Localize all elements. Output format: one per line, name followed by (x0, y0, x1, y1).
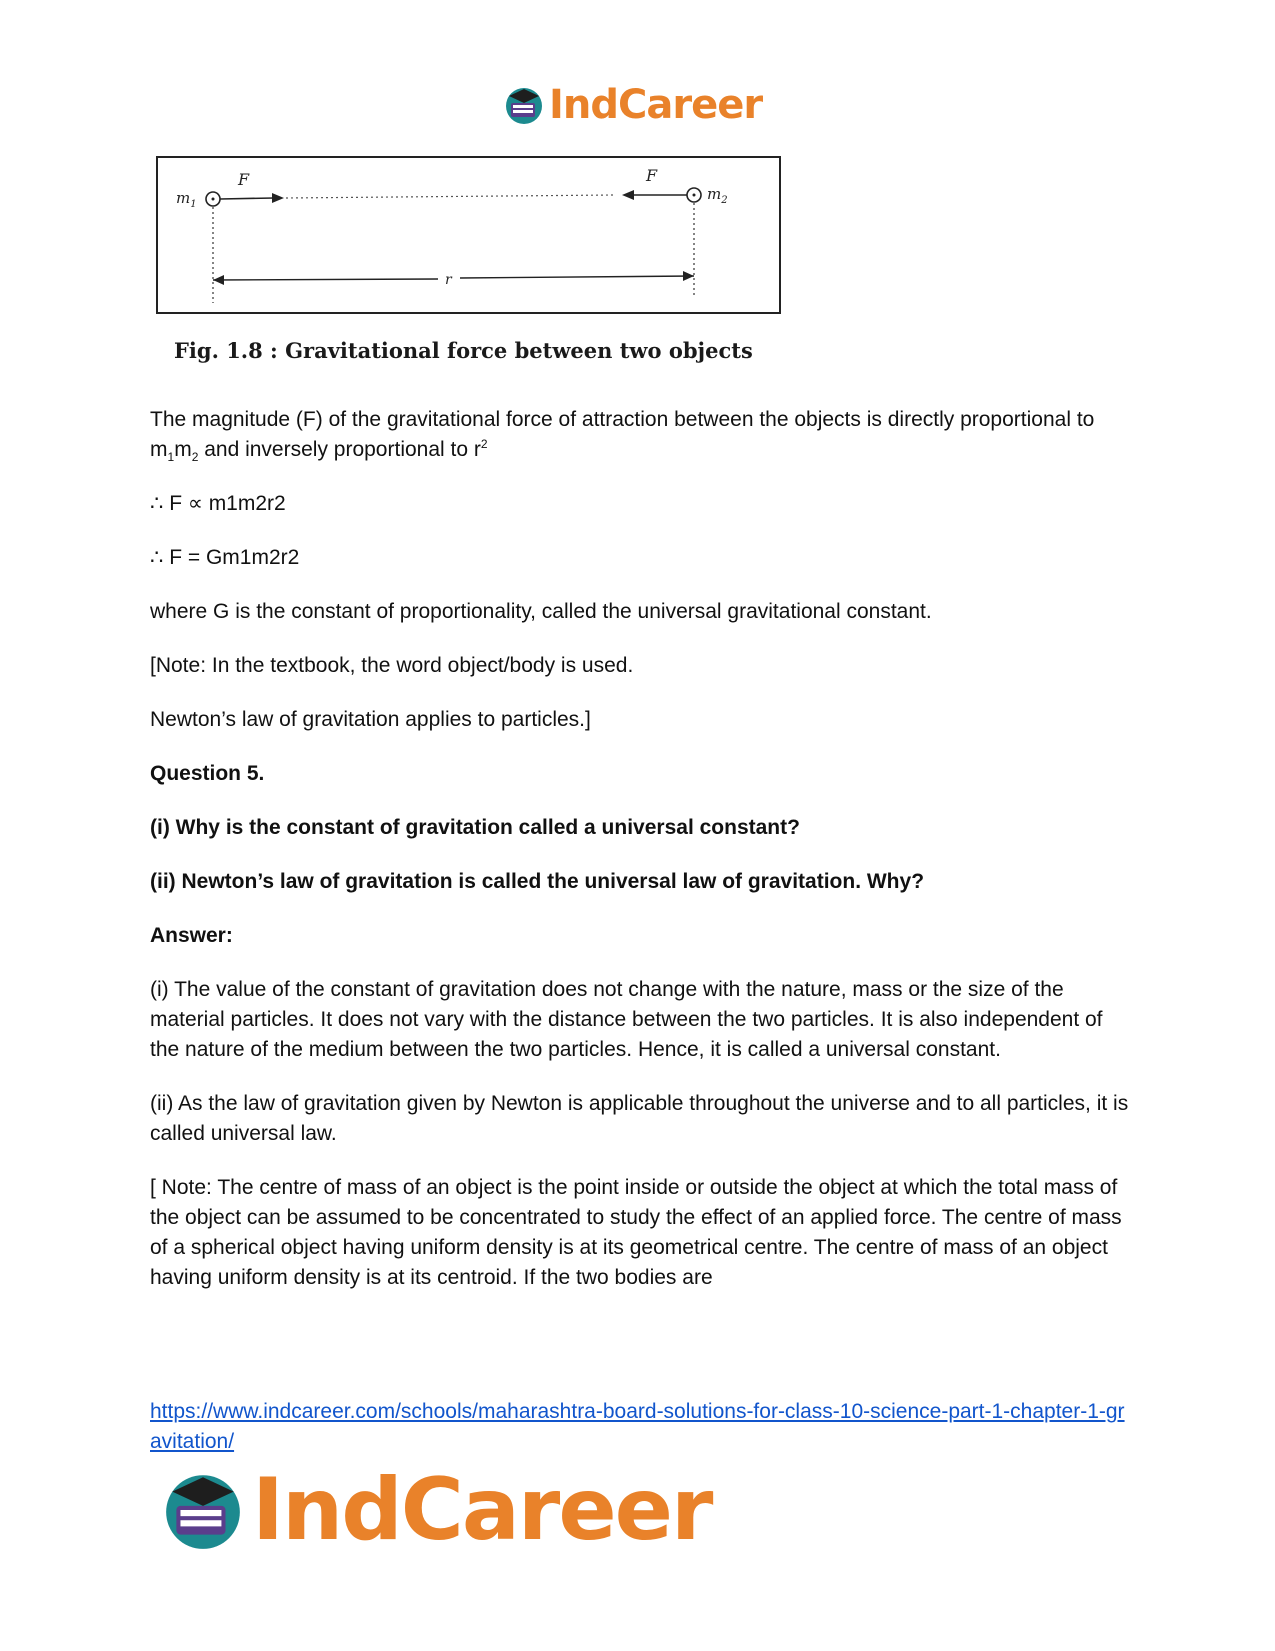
label-m2: $m_2$ (707, 185, 728, 206)
paragraph-note-end: Newton’s law of gravitation applies to particles.] (150, 708, 591, 731)
label-force-left: F (238, 170, 250, 189)
paragraph-note-start: [Note: In the textbook, the word object/body is used. (150, 654, 634, 677)
arrow-force-left (272, 193, 284, 203)
equation-proportional: ∴ F ∝ m1m2r2 (150, 492, 286, 515)
question-part-ii: (ii) Newton’s law of gravitation is called the universal law of gravitation. Why? (150, 870, 925, 893)
question-part-i: (i) Why is the constant of gravitation called a universal constant? (150, 816, 800, 839)
label-distance: r (445, 272, 452, 288)
arrow-distance-left (213, 275, 224, 285)
paragraph-centre-of-mass-note: [ Note: The centre of mass of an object is the point inside or outside the object at which the total mass of the object can be assumed to be concentrated to study the effect of an applied force. The centre of mass of a spherical object having uniform density is at its geometrical centre. The centre of mass of an object having uniform density is at its centroid. If the two bodies are (150, 1176, 1122, 1289)
label-force-right: F (646, 166, 658, 185)
answer-label: Answer: (150, 924, 233, 947)
figure-caption: Fig. 1.8 : Gravitational force between two objects (174, 338, 753, 363)
figure-frame (157, 157, 780, 313)
arrow-distance-right (683, 271, 694, 281)
logo-text: IndCareer (252, 1460, 712, 1560)
document-body (150, 405, 1130, 1293)
gravitation-figure (156, 155, 782, 365)
source-url-link[interactable]: https://www.indcareer.com/schools/maharashtra-board-solutions-for-class-10-science-part-1-chapter-1-gravitation/ (150, 1400, 1125, 1453)
equation-gravitation: ∴ F = Gm1m2r2 (150, 546, 300, 569)
logo-text: IndCareer (549, 82, 763, 128)
question-title: Question 5. (150, 762, 265, 785)
graduation-cap-book-globe-icon (160, 1467, 246, 1553)
graduation-cap-book-globe-icon (503, 84, 545, 126)
answer-part-i: (i) The value of the constant of gravitation does not change with the nature, mass or the size of the material particles. It does not vary with the distance between the two particles. It is also independent of the nature of the medium between the two particles. Hence, it is called a universal constant. (150, 978, 1103, 1061)
arrow-force-right (622, 190, 634, 200)
header-logo (503, 82, 762, 128)
paragraph-proportionality: The magnitude (F) of the gravitational force of attraction between the objects is directly proportional to $m_1m_2$ and inversely proportional to $r^2$ (150, 408, 1095, 465)
label-m1: $m_1$ (176, 189, 197, 210)
answer-part-ii: (ii) As the law of gravitation given by Newton is applicable throughout the universe and to all particles, it is called universal law. (150, 1092, 1129, 1145)
footer-logo (160, 1460, 712, 1560)
paragraph-constant: where G is the constant of proportionality, called the universal gravitational constant. (150, 600, 932, 623)
